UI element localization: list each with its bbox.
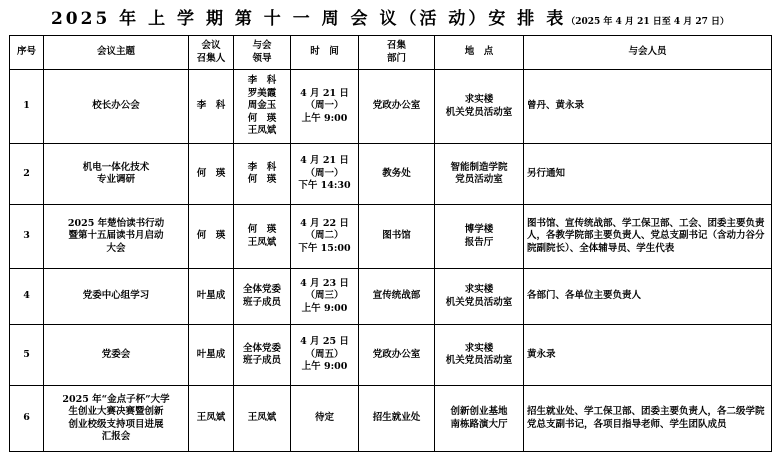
header-convener-line: 会议: [201, 40, 221, 51]
cell-seq: 4: [10, 269, 44, 325]
leader-name: 全体党委: [242, 284, 281, 295]
time-line: 4 月 21 日: [300, 155, 349, 167]
time-line: （周一）: [305, 167, 344, 179]
time-line: 4 月 21 日: [300, 87, 349, 99]
leader-name: 王凤斌: [247, 125, 277, 137]
cell-place: [435, 144, 524, 205]
cell-attendees: 图书馆、宣传统战部、学工保卫部、工会、团委主要负责人，各教学院部主要负责人、党总支副书记（含动力谷分院副院长）、全体辅导员、学生代表: [524, 205, 772, 269]
leader-name: 李 科: [247, 75, 277, 87]
time-line: 上午 9:00: [301, 302, 348, 314]
cell-seq: 1: [10, 70, 44, 144]
cell-time: [291, 205, 359, 269]
cell-time: [291, 386, 359, 452]
topic-line: 校长办公会: [92, 100, 140, 112]
header-attendees: 与会人员: [524, 36, 772, 70]
cell-time: [291, 144, 359, 205]
table-row: [10, 144, 772, 205]
table-header-row: [10, 36, 772, 70]
topic-line: 汇报会: [101, 431, 131, 442]
topic-line: 党委会: [101, 348, 131, 360]
leader-name: 李 科: [247, 161, 277, 173]
cell-leaders: [234, 325, 291, 386]
cell-convener: 王凤斌: [189, 386, 234, 452]
header-dept-line: 部门: [386, 52, 406, 64]
place-line: 报告厅: [464, 236, 494, 248]
table-row: [10, 205, 772, 269]
topic-line: 大会: [106, 242, 126, 254]
header-leaders-line: 领导: [252, 52, 272, 64]
header-convener-line: 召集人: [196, 52, 226, 64]
schedule-table: [9, 35, 772, 452]
cell-dept: 党政办公室: [359, 70, 435, 144]
cell-dept: 教务处: [359, 144, 435, 205]
cell-convener: 何 瑛: [189, 205, 234, 269]
cell-time: [291, 269, 359, 325]
header-leaders-line: 与会: [252, 40, 272, 51]
time-line: （周一）: [305, 100, 344, 112]
cell-place: [435, 205, 524, 269]
topic-line: 机电一体化技术: [82, 161, 150, 173]
cell-leaders: [234, 269, 291, 325]
header-leaders: [234, 36, 291, 70]
cell-place: [435, 325, 524, 386]
cell-place: [435, 386, 524, 452]
cell-attendees: 另行通知: [524, 144, 772, 205]
header-dept: [359, 36, 435, 70]
cell-place: [435, 70, 524, 144]
cell-seq: 5: [10, 325, 44, 386]
place-line: 求实楼: [464, 94, 494, 105]
time-line: 4 月 25 日: [300, 336, 349, 348]
header-seq: 序号: [10, 36, 44, 70]
cell-leaders: [234, 144, 291, 205]
cell-dept: 党政办公室: [359, 325, 435, 386]
time-line: （周五）: [305, 348, 344, 360]
cell-convener: 李 科: [189, 70, 234, 144]
cell-attendees: 曾丹、黄永录: [524, 70, 772, 144]
table-row: [10, 70, 772, 144]
topic-line: 2025 年“金点子杯”大学: [62, 393, 170, 405]
table-row: [10, 269, 772, 325]
leader-name: 何 瑛: [247, 174, 277, 185]
leader-name: 王凤斌: [247, 412, 277, 424]
cell-seq: 6: [10, 386, 44, 452]
place-line: 求实楼: [464, 284, 494, 295]
cell-topic: [44, 144, 189, 205]
cell-seq: 3: [10, 205, 44, 269]
title-date-range: （2025 年 4 月 21 日至 4 月 27 日）: [566, 17, 730, 27]
topic-line: 党委中心组学习: [82, 290, 150, 302]
topic-line: 专业调研: [96, 174, 135, 185]
place-line: 创新创业基地: [450, 406, 508, 417]
cell-convener: 叶星成: [189, 325, 234, 386]
cell-attendees: 各部门、各单位主要负责人: [524, 269, 772, 325]
topic-line: 创业校级支持项目进展: [68, 418, 164, 430]
time-line: 上午 9:00: [301, 112, 348, 124]
cell-leaders: [234, 205, 291, 269]
time-line: 待定: [314, 412, 334, 424]
time-line: 4 月 23 日: [300, 277, 349, 289]
leader-name: 何 瑛: [247, 224, 277, 235]
cell-dept: 宣传统战部: [359, 269, 435, 325]
cell-topic: [44, 386, 189, 452]
leader-name: 何 瑛: [247, 112, 277, 124]
time-line: （周二）: [305, 230, 344, 242]
cell-leaders: [234, 70, 291, 144]
leader-name: 周金玉: [247, 100, 277, 112]
table-row: [10, 386, 772, 452]
cell-convener: 叶星成: [189, 269, 234, 325]
header-time: 时 间: [291, 36, 359, 70]
place-line: 机关党员活动室: [445, 106, 513, 118]
topic-line: 暨第十五届读书月启动: [68, 230, 164, 242]
cell-dept: 招生就业处: [359, 386, 435, 452]
cell-leaders: [234, 386, 291, 452]
cell-convener: 何 瑛: [189, 144, 234, 205]
time-line: 4 月 22 日: [300, 217, 349, 229]
place-line: 党员活动室: [455, 174, 503, 185]
place-line: 求实楼: [464, 342, 494, 354]
header-place: 地 点: [435, 36, 524, 70]
document-title: [0, 4, 780, 28]
place-line: 智能制造学院: [450, 161, 508, 173]
place-line: 南栋路演大厅: [450, 418, 508, 430]
leader-name: 罗美霞: [247, 87, 277, 99]
time-line: 上午 9:00: [301, 361, 348, 373]
time-line: 下午 14:30: [298, 180, 351, 192]
cell-topic: [44, 205, 189, 269]
cell-place: [435, 269, 524, 325]
table-row: [10, 325, 772, 386]
cell-seq: 2: [10, 144, 44, 205]
topic-line: 生创业大赛决赛暨创新: [68, 406, 164, 417]
header-topic: 会议主题: [44, 36, 189, 70]
cell-attendees: 招生就业处、学工保卫部、团委主要负责人，各二级学院党总支副书记，各项目指导老师、学生团队成员: [524, 386, 772, 452]
place-line: 机关党员活动室: [445, 296, 513, 308]
leader-name: 班子成员: [242, 296, 281, 308]
leader-name: 全体党委: [242, 342, 281, 354]
cell-topic: [44, 70, 189, 144]
cell-attendees: 黄永录: [524, 325, 772, 386]
cell-time: [291, 325, 359, 386]
time-line: （周三）: [305, 290, 344, 302]
cell-topic: [44, 325, 189, 386]
place-line: 博学楼: [464, 224, 494, 235]
time-line: 下午 15:00: [298, 242, 351, 254]
place-line: 机关党员活动室: [445, 355, 513, 366]
cell-time: [291, 70, 359, 144]
topic-line: 2025 年楚怡读书行动: [67, 217, 165, 229]
header-dept-line: 召集: [386, 40, 406, 51]
leader-name: 王凤斌: [247, 236, 277, 248]
leader-name: 班子成员: [242, 355, 281, 366]
cell-topic: [44, 269, 189, 325]
cell-dept: 图书馆: [359, 205, 435, 269]
title-main: 2025 年 上 学 期 第 十 一 周 会 议（活 动）安 排 表: [50, 9, 567, 29]
header-convener: [189, 36, 234, 70]
